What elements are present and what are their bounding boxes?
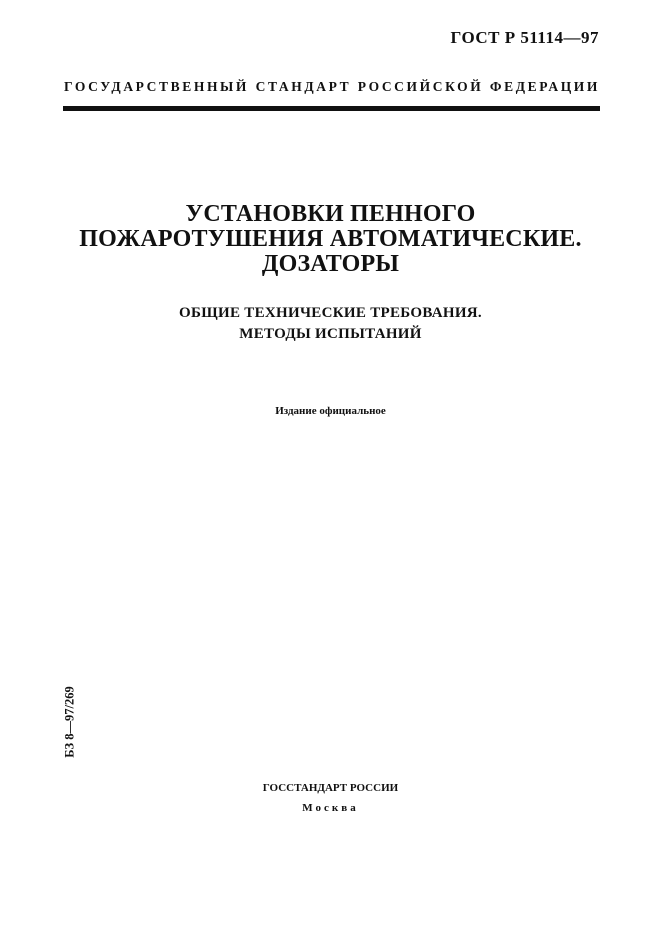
gost-code: ГОСТ Р 51114—97: [450, 28, 599, 47]
catalog-mark: БЗ 8—97/269: [62, 686, 77, 758]
edition-label: Издание официальное: [275, 405, 386, 417]
publisher-city: Москва: [302, 802, 359, 814]
title-line-2: ПОЖАРОТУШЕНИЯ АВТОМАТИЧЕСКИЕ.: [79, 226, 582, 252]
subtitle-line-1: ОБЩИЕ ТЕХНИЧЕСКИЕ ТРЕБОВАНИЯ.: [179, 305, 482, 321]
title-line-3: ДОЗАТОРЫ: [261, 251, 400, 277]
header-divider: [63, 106, 600, 111]
document-subtitle: [0, 303, 661, 345]
publisher-block: [0, 778, 661, 818]
publisher-name: ГОССТАНДАРТ РОССИИ: [262, 782, 399, 794]
state-standard-heading: ГОСУДАРСТВЕННЫЙ СТАНДАРТ РОССИЙСКОЙ ФЕДЕРАЦИИ: [64, 79, 600, 94]
title-line-1: УСТАНОВКИ ПЕННОГО: [185, 201, 476, 227]
document-title: [0, 202, 661, 277]
subtitle-line-2: МЕТОДЫ ИСПЫТАНИЙ: [239, 326, 422, 342]
